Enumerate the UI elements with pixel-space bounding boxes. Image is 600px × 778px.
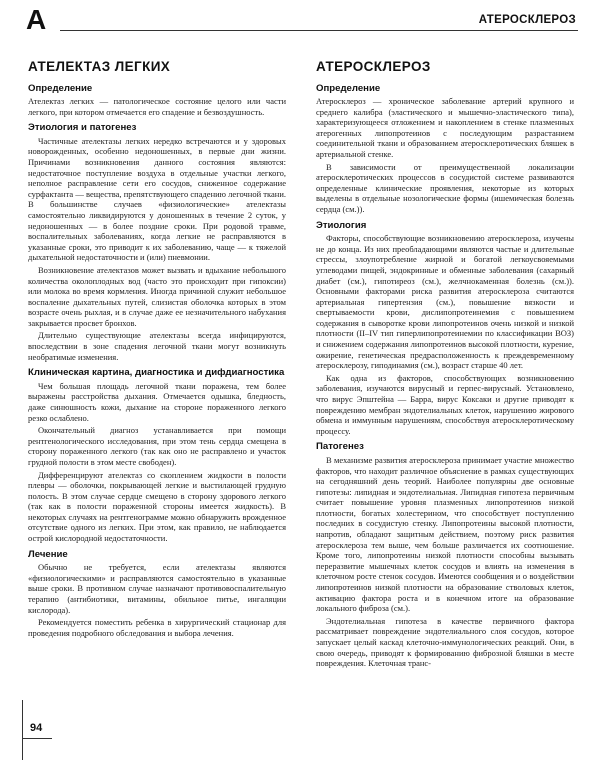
paragraph: В механизме развития атеросклероза принимает участие множество факторов, что находит различное объяснение в рамках существующих на сегодняшний день теорий. Наиболее популярны две основные гипотезы: липидная и эндотелиальная. Липидная гипотеза первичным считает повышение уровня плазменных липопротеинов низкой плотности, богатых холестерином, что способствует поступлению последних в сосудистую стенку. Липопротеины высокой плотности, напротив, обладают защитным действием, поэтому риск развития атеросклероза тем выше, чем больше различается их соотношение. Кроме того, липопротеины низкой плотности способны вызывать перерaзвитие мышечных клеток сосудов и влиять на изменения в клеточном росте стенок сосудов. Имеются сообщения и о воздействии липопротеинов низкой плотности на образование стволовых клеток, активацию фактора роста и в конечном итоге на образование локального фиброза (см.). bbox=[316, 454, 574, 614]
paragraph: Окончательный диагноз устанавливается при помощи рентгенологического исследования, при этом тень сердца смещена в сторону пораженного легкого (так как оно не расправлено и участок грудной полости в этом месте свободен). bbox=[28, 425, 286, 467]
running-title: АТЕРОСКЛЕРОЗ bbox=[478, 14, 576, 26]
paragraph: В зависимости от преимущественной локализации атеросклеротических процессов в сосудистой системе развиваются определенные клинические проявления, некоторые из которых выделены в отдельные нозологические формы (ишемическая болезнь сердца (см.)). bbox=[316, 161, 574, 215]
header-rule bbox=[60, 30, 578, 31]
left-column bbox=[28, 59, 286, 640]
paragraph: Эндотелиальная гипотеза в качестве первичного фактора рассматривает повреждение эндотелиального слоя сосудов, которое запускает целый каскад клеточно-иммунологических реакций. Они, в свою очередь, приводят к формированию фиброзной бляшки в месте повреждения. Клеточная транс- bbox=[316, 615, 574, 669]
paragraph: Факторы, способствующие возникновению атеросклероза, изучены не до конца. Из них преобладающими являются частые и длительные стрессы, злоупотребление жирной и богатой легкоусвояемыми углеводами пищей, эндокринные и обменные заболевания (сахарный диабет (см.), гипотиреоз (см.), желчнокаменная болезнь (см.)). Основными факторами риска развития атеросклероза считаются артериальная гипертензия (см.), повышение вязкости и свертываемости крови, дислипопротеинемия с повышением содержания в сыворотке крови липопротеинов очень низкой и низкой плотности (II–IV тип гиперлипопротеинемии по классификации ВОЗ) и снижением содержания липопротеинов высокой плотности, курение, ожирение, генетическая предрасположенность к преждевременному атеросклерозу, гиподинамия (см.), возраст старше 40 лет. bbox=[316, 233, 574, 371]
section-heading: Этиология и патогенез bbox=[28, 122, 137, 134]
right-column bbox=[316, 59, 574, 671]
footer-rule-horizontal bbox=[22, 738, 52, 739]
footer-rule-vertical bbox=[22, 700, 24, 760]
section-heading: Определение bbox=[28, 82, 93, 94]
section-heading: Этиология bbox=[316, 219, 367, 231]
paragraph: Частичные ателектазы легких нередко встречаются и у здоровых новорожденных, особенно недоношенных, в первые дни жизни. Причинами возникновения данного состояния являются: недостаточное поступление воздуха в отдельные участки легкого, неполное расправление сети его сосудов, сниженное содержание сурфактанта — вещества, препятствующего спадению легочной ткани. В большинстве случаев «физиологические» ателектазы самостоятельно ликвидируются у доношенных в течение 2 суток, у недоношенных — в более поздние сроки. При родовой травме, воспалительных заболеваниях, когда легкие не расправляются в указанные сроки, это приводит к их заболеванию, чаще — к тяжелой дыхательной недостаточности и (или) пневмонии. bbox=[28, 135, 286, 263]
paragraph: Как одна из факторов, способствующих возникновению заболевания, изучаются вирусный и герпес-вирусный. Установлено, что вирус Эпштейна — Барра, вирус Коксаки и другие приводят к повреждению мембран эндотелиальных клеток, нарушению жирового обмена и иммунным нарушениям, способствуя атеросклеротическому процессу. bbox=[316, 372, 574, 436]
paragraph: Возникновение ателектазов может вызвать и вдыхание небольшого количества околоплодных вод (часто это происходит при гипоксии) или молока во время кормления. Иногда причиной служит небольшое воспаление дыхательных путей, слизистая оболочка которых в этом возрасте очень рыхлая, и в случае даже ее незначительного набухания закрывается просвет бронхов. bbox=[28, 264, 286, 328]
section-heading: Клиническая картина, диагностика и дифдиагностика bbox=[28, 367, 285, 379]
paragraph: Чем большая площадь легочной ткани поражена, тем более выражены расстройства дыхания. Отмечается одышка, бледность, даже синюшность кожи, дыхание на стороне пораженного легкого резко ослаблено. bbox=[28, 380, 286, 423]
index-letter: А bbox=[26, 4, 47, 35]
article-title-atelectasis: АТЕЛЕКТАЗ ЛЕГКИХ bbox=[28, 59, 171, 74]
page-number: 94 bbox=[30, 722, 43, 734]
paragraph: Длительно существующие ателектазы всегда инфицируются, впоследствии в зоне спадения легочной ткани могут возникнуть необратимые изменения. bbox=[28, 330, 286, 362]
paragraph: Ателектаз легких — патологическое состояние целого или части легкого, при котором отмечается его спадение и безвоздушность. bbox=[28, 96, 286, 117]
section-heading: Патогенез bbox=[316, 441, 364, 453]
paragraph: Дифференцируют ателектаз со скоплением жидкости в полости плевры — оболочки, покрывающей легкие и выстилающей грудную полость. В этом случае сердце смещено в сторону здорового легкого (так как в полости пораженной стороны имеется жидкость). В некоторых случаях на рентгенограмме можно обнаружить врожденное отсутствие одного из легких. При этом, как правило, не наблюдается острой кислородной недостаточности. bbox=[28, 469, 286, 544]
section-heading: Определение bbox=[316, 82, 381, 94]
article-title-atherosclerosis: АТЕРОСКЛЕРОЗ bbox=[316, 59, 431, 74]
paragraph: Рекомендуется поместить ребенка в хирургический стационар для проведения подробного обследования и выбора лечения. bbox=[28, 617, 286, 638]
paragraph: Обычно не требуется, если ателектазы являются «физиологическими» и расправляются самостоятельно в указанные выше сроки. В противном случае назначают противовоспалительную терапию (антибиотики, витамины, обильное питье, ингаляции кислорода). bbox=[28, 562, 286, 615]
section-heading: Лечение bbox=[28, 548, 68, 560]
paragraph: Атеросклероз — хроническое заболевание артерий крупного и среднего калибра (эластического и мышечно-эластического типа), характеризующееся отложением и накоплением в стенке плазменных атерогенных липопротеинов с последующим разрастанием соединительной ткани и образованием атеросклеротических бляшек в артериальной стенке. bbox=[316, 96, 574, 160]
